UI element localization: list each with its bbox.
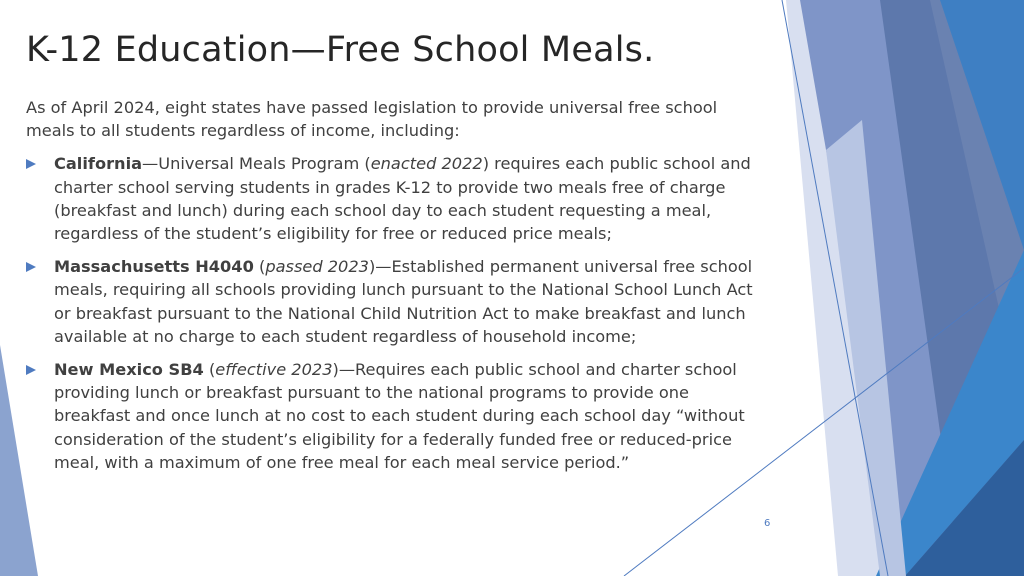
bill-status: passed 2023 xyxy=(265,257,369,277)
bullet-list xyxy=(26,152,758,474)
bill-description: ) requires each public school and charter school serving students in grades K-12 to provide two meals free of charge (breakfast and lunch) during each school day to each student requesting a meal, regardless of the student’s eligibility for free or reduced price meals; xyxy=(54,154,751,244)
arrow-bullet-icon xyxy=(26,159,36,169)
slide-number: 6 xyxy=(764,518,771,529)
slide-title: K-12 Education—Free School Meals. xyxy=(26,30,655,70)
bullet-california xyxy=(26,152,758,245)
bill-name: California xyxy=(54,154,143,174)
intro-paragraph: As of April 2024, eight states have passed legislation to provide universal free school meals to all students regardless of income, including: xyxy=(26,98,718,141)
bullet-massachusetts xyxy=(26,255,758,348)
bill-description: )—Established permanent universal free school meals, requiring all schools providing lunch pursuant to the National School Lunch Act or breakfast pursuant to the National Child Nutrition Act to make breakfast and lunch available at no charge to each student regardless of household income; xyxy=(54,257,753,346)
bill-prefix: ( xyxy=(253,257,266,277)
bill-prefix: ( xyxy=(203,360,216,380)
bill-description: )—Requires each public school and charter school providing lunch or breakfast pursuant to the national programs to provide one breakfast and once lunch at no cost to each student during each school day “without consideration of the student’s eligibility for a federally funded free or reduced-price meal, with a maximum of one free meal for each meal service period.” xyxy=(54,360,745,472)
arrow-bullet-icon xyxy=(26,365,36,375)
slide-content xyxy=(26,96,758,484)
bill-prefix: —Universal Meals Program ( xyxy=(142,154,371,174)
bill-name: Massachusetts H4040 xyxy=(54,257,254,277)
arrow-bullet-icon xyxy=(26,262,36,272)
bill-name: New Mexico SB4 xyxy=(54,360,204,380)
bill-status: enacted 2022 xyxy=(370,154,483,174)
bill-status: effective 2023 xyxy=(215,360,333,380)
bullet-new-mexico xyxy=(26,358,758,474)
